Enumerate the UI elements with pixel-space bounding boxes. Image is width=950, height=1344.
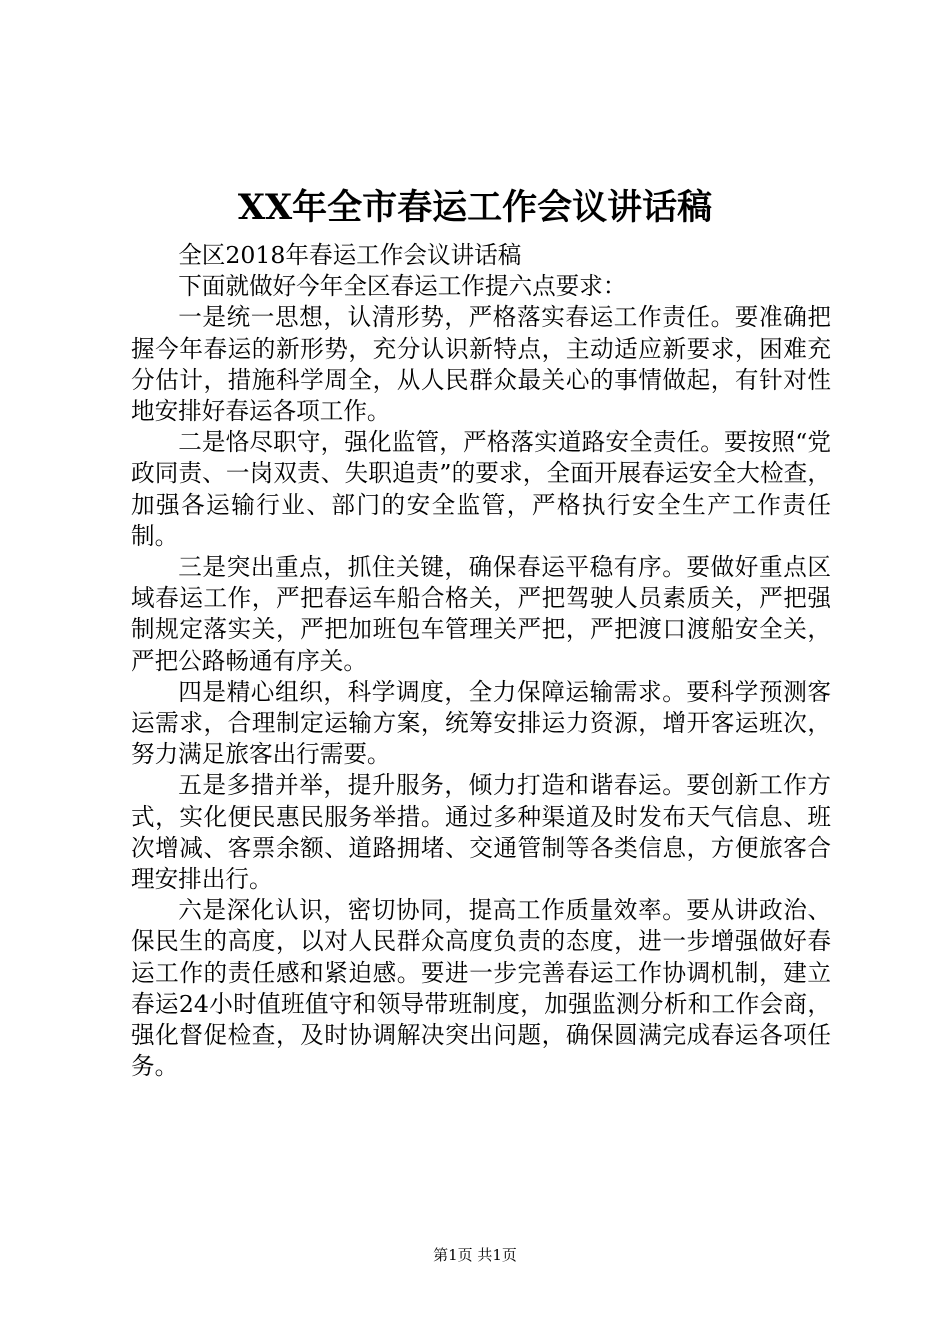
page-footer: 第1页 共1页 (433, 1246, 517, 1264)
paragraph-subtitle: 全区2018年春运工作会议讲话稿 (178, 241, 522, 269)
paragraph-requirement-3: 三是突出重点，抓住关键，确保春运平稳有序。要做好重点区域春运工作，严把春运车船合格关，严把驾驶人员素质关，严把强制规定落实关，严把加班包车管理关严把，严把渡口渡船安全关，严把公路畅通有序关。 (131, 553, 831, 675)
paragraph-intro: 下面就做好今年全区春运工作提六点要求： (178, 272, 627, 301)
paragraph-requirement-6: 六是深化认识，密切协同，提高工作质量效率。要从讲政治、保民生的高度，以对人民群众高度负责的态度，进一步增强做好春运工作的责任感和紧迫感。要进一步完善春运工作协调机制，建立春运24小时值班值守和领导带班制度，加强监测分析和工作会商，强化督促检查，及时协调解决突出问题，确保圆满完成春运各项任务。 (131, 896, 831, 1081)
document-title: XX年全市春运工作会议讲话稿 (237, 187, 713, 228)
document-body (131, 240, 831, 1082)
paragraph-requirement-4: 四是精心组织，科学调度，全力保障运输需求。要科学预测客运需求，合理制定运输方案，统筹安排运力资源，增开客运班次，努力满足旅客出行需要。 (131, 677, 831, 769)
paragraph-requirement-2: 二是恪尽职守，强化监管，严格落实道路安全责任。要按照“党政同责、一岗双责、失职追责”的要求，全面开展春运安全大检查，加强各运输行业、部门的安全监管，严格执行安全生产工作责任制。 (131, 428, 831, 550)
paragraph-requirement-5: 五是多措并举，提升服务，倾力打造和谐春运。要创新工作方式，实化便民惠民服务举措。通过多种渠道及时发布天气信息、班次增减、客票余额、道路拥堵、交通管制等各类信息，方便旅客合理安排出行。 (131, 771, 831, 894)
paragraph-requirement-1: 一是统一思想，认清形势，严格落实春运工作责任。要准确把握今年春运的新形势，充分认识新特点，主动适应新要求，困难充分估计，措施科学周全，从人民群众最关心的事情做起，有针对性地安排好春运各项工作。 (131, 303, 831, 426)
